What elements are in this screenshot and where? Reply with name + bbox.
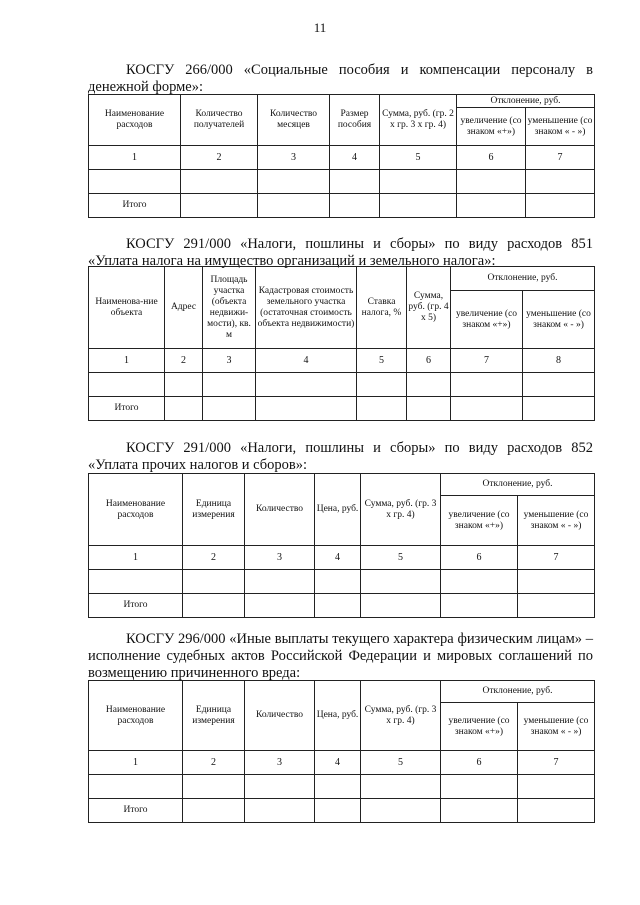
col-header-sum: Сумма, руб. (гр. 3 x гр. 4) <box>361 474 441 546</box>
blank-cell[interactable] <box>245 594 315 618</box>
column-number: 2 <box>183 546 245 570</box>
blank-cell[interactable] <box>183 775 245 799</box>
col-header-decrease: уменьшение (со знаком « - ») <box>526 108 595 146</box>
column-number: 1 <box>89 751 183 775</box>
col-header-unit: Единица измерения <box>183 681 245 751</box>
blank-cell[interactable] <box>256 373 357 397</box>
col-header-increase: увеличение (со знаком «+») <box>457 108 526 146</box>
col-header-quantity: Количество <box>245 681 315 751</box>
column-number: 7 <box>518 751 595 775</box>
blank-cell[interactable] <box>523 397 595 421</box>
column-number: 3 <box>245 546 315 570</box>
col-header-sum: Сумма, руб. (гр. 2 x гр. 3 x гр. 4) <box>380 95 457 146</box>
blank-cell[interactable] <box>165 373 203 397</box>
blank-cell[interactable] <box>380 170 457 194</box>
blank-cell[interactable] <box>258 194 330 218</box>
blank-cell[interactable] <box>407 373 451 397</box>
col-header-cadastral-value: Кадастровая стоимость земельного участка (остаточная стоимость объекта недвижимости) <box>256 267 357 349</box>
blank-cell[interactable] <box>89 373 165 397</box>
table-row <box>89 373 595 397</box>
blank-cell[interactable] <box>518 799 595 823</box>
column-number: 3 <box>245 751 315 775</box>
blank-cell[interactable] <box>518 594 595 618</box>
blank-cell[interactable] <box>245 799 315 823</box>
col-header-increase: увеличение (со знаком «+») <box>441 496 518 546</box>
blank-cell[interactable] <box>526 194 595 218</box>
section-4-table <box>88 680 595 823</box>
col-header-increase: увеличение (со знаком «+») <box>451 291 523 349</box>
col-header-deviation: Отклонение, руб. <box>451 267 595 291</box>
col-header-price: Цена, руб. <box>315 681 361 751</box>
blank-cell[interactable] <box>518 570 595 594</box>
col-header-decrease: уменьшение (со знаком « - ») <box>518 703 595 751</box>
col-header-name: Наименование расходов <box>89 474 183 546</box>
section-3-heading: КОСГУ 291/000 «Налоги, пошлины и сборы» по виду расходов 852 «Уплата прочих налогов и сборов»: <box>88 440 593 473</box>
column-number: 6 <box>441 546 518 570</box>
table-row <box>89 170 595 194</box>
blank-cell[interactable] <box>518 775 595 799</box>
col-header-sum: Сумма, руб. (гр. 4 x 5) <box>407 267 451 349</box>
blank-cell[interactable] <box>315 570 361 594</box>
blank-cell[interactable] <box>457 170 526 194</box>
col-header-address: Адрес <box>165 267 203 349</box>
column-number: 4 <box>315 546 361 570</box>
col-header-unit: Единица измерения <box>183 474 245 546</box>
column-number: 8 <box>523 349 595 373</box>
blank-cell[interactable] <box>258 170 330 194</box>
col-header-sum: Сумма, руб. (гр. 3 x гр. 4) <box>361 681 441 751</box>
blank-cell[interactable] <box>441 799 518 823</box>
column-number: 3 <box>258 146 330 170</box>
table-row <box>89 775 595 799</box>
column-number: 6 <box>457 146 526 170</box>
blank-cell[interactable] <box>441 775 518 799</box>
blank-cell[interactable] <box>315 775 361 799</box>
blank-cell[interactable] <box>361 775 441 799</box>
column-number: 5 <box>361 751 441 775</box>
total-label: Итого <box>89 594 183 618</box>
section-1-heading: КОСГУ 266/000 «Социальные пособия и компенсации персоналу в денежной форме»: <box>88 62 593 95</box>
blank-cell[interactable] <box>183 570 245 594</box>
column-number: 5 <box>380 146 457 170</box>
column-number: 4 <box>315 751 361 775</box>
blank-cell[interactable] <box>523 373 595 397</box>
column-number: 2 <box>165 349 203 373</box>
blank-cell[interactable] <box>407 397 451 421</box>
blank-cell[interactable] <box>357 397 407 421</box>
col-header-increase: увеличение (со знаком «+») <box>441 703 518 751</box>
col-header-tax-rate: Ставка налога, % <box>357 267 407 349</box>
column-number: 2 <box>183 751 245 775</box>
column-number: 1 <box>89 349 165 373</box>
total-row <box>89 397 595 421</box>
column-number: 1 <box>89 146 181 170</box>
blank-cell[interactable] <box>380 194 457 218</box>
col-header-deviation: Отклонение, руб. <box>441 474 595 496</box>
blank-cell[interactable] <box>181 194 258 218</box>
column-number: 5 <box>357 349 407 373</box>
blank-cell[interactable] <box>245 775 315 799</box>
section-2-table <box>88 266 595 421</box>
blank-cell[interactable] <box>361 594 441 618</box>
blank-cell[interactable] <box>89 570 183 594</box>
blank-cell[interactable] <box>330 170 380 194</box>
column-number: 1 <box>89 546 183 570</box>
col-header-quantity: Количество <box>245 474 315 546</box>
blank-cell[interactable] <box>330 194 380 218</box>
blank-cell[interactable] <box>441 594 518 618</box>
total-row <box>89 594 595 618</box>
blank-cell[interactable] <box>89 170 181 194</box>
blank-cell[interactable] <box>457 194 526 218</box>
column-number: 7 <box>451 349 523 373</box>
page-number: 11 <box>313 20 327 35</box>
column-number: 2 <box>181 146 258 170</box>
section-1-table <box>88 94 595 218</box>
col-header-allowance: Размер пособия <box>330 95 380 146</box>
column-number: 5 <box>361 546 441 570</box>
column-number: 4 <box>330 146 380 170</box>
total-label: Итого <box>89 397 165 421</box>
blank-cell[interactable] <box>89 775 183 799</box>
section-4-heading: КОСГУ 296/000 «Иные выплаты текущего характера физическим лицам» – исполнение судебных актов Российской Федерации и мировых соглашений по возмещению причиненного вреда: <box>88 631 593 681</box>
blank-cell[interactable] <box>183 594 245 618</box>
blank-cell[interactable] <box>165 397 203 421</box>
column-number: 3 <box>203 349 256 373</box>
blank-cell[interactable] <box>183 799 245 823</box>
table-row <box>89 570 595 594</box>
section-2-heading: КОСГУ 291/000 «Налоги, пошлины и сборы» по виду расходов 851 «Уплата налога на имущество организаций и земельного налога»: <box>88 236 593 269</box>
blank-cell[interactable] <box>451 373 523 397</box>
total-label: Итого <box>89 194 181 218</box>
total-row <box>89 194 595 218</box>
col-header-recipients: Количество получателей <box>181 95 258 146</box>
column-number: 6 <box>441 751 518 775</box>
blank-cell[interactable] <box>203 373 256 397</box>
blank-cell[interactable] <box>357 373 407 397</box>
blank-cell[interactable] <box>256 397 357 421</box>
total-label: Итого <box>89 799 183 823</box>
col-header-deviation: Отклонение, руб. <box>457 95 595 108</box>
blank-cell[interactable] <box>203 397 256 421</box>
column-number: 7 <box>526 146 595 170</box>
column-number: 4 <box>256 349 357 373</box>
blank-cell[interactable] <box>315 799 361 823</box>
col-header-decrease: уменьшение (со знаком « - ») <box>523 291 595 349</box>
blank-cell[interactable] <box>315 594 361 618</box>
total-row <box>89 799 595 823</box>
blank-cell[interactable] <box>361 799 441 823</box>
col-header-decrease: уменьшение (со знаком « - ») <box>518 496 595 546</box>
col-header-months: Количество месяцев <box>258 95 330 146</box>
blank-cell[interactable] <box>526 170 595 194</box>
blank-cell[interactable] <box>451 397 523 421</box>
blank-cell[interactable] <box>181 170 258 194</box>
col-header-deviation: Отклонение, руб. <box>441 681 595 703</box>
blank-cell[interactable] <box>361 570 441 594</box>
blank-cell[interactable] <box>441 570 518 594</box>
column-number: 7 <box>518 546 595 570</box>
col-header-name: Наименование расходов <box>89 681 183 751</box>
col-header-price: Цена, руб. <box>315 474 361 546</box>
blank-cell[interactable] <box>245 570 315 594</box>
col-header-name: Наименование расходов <box>89 95 181 146</box>
section-3-table <box>88 473 595 618</box>
col-header-area: Площадь участка (объекта недвижи-мости), кв. м <box>203 267 256 349</box>
col-header-object: Наименова-ние объекта <box>89 267 165 349</box>
column-number: 6 <box>407 349 451 373</box>
